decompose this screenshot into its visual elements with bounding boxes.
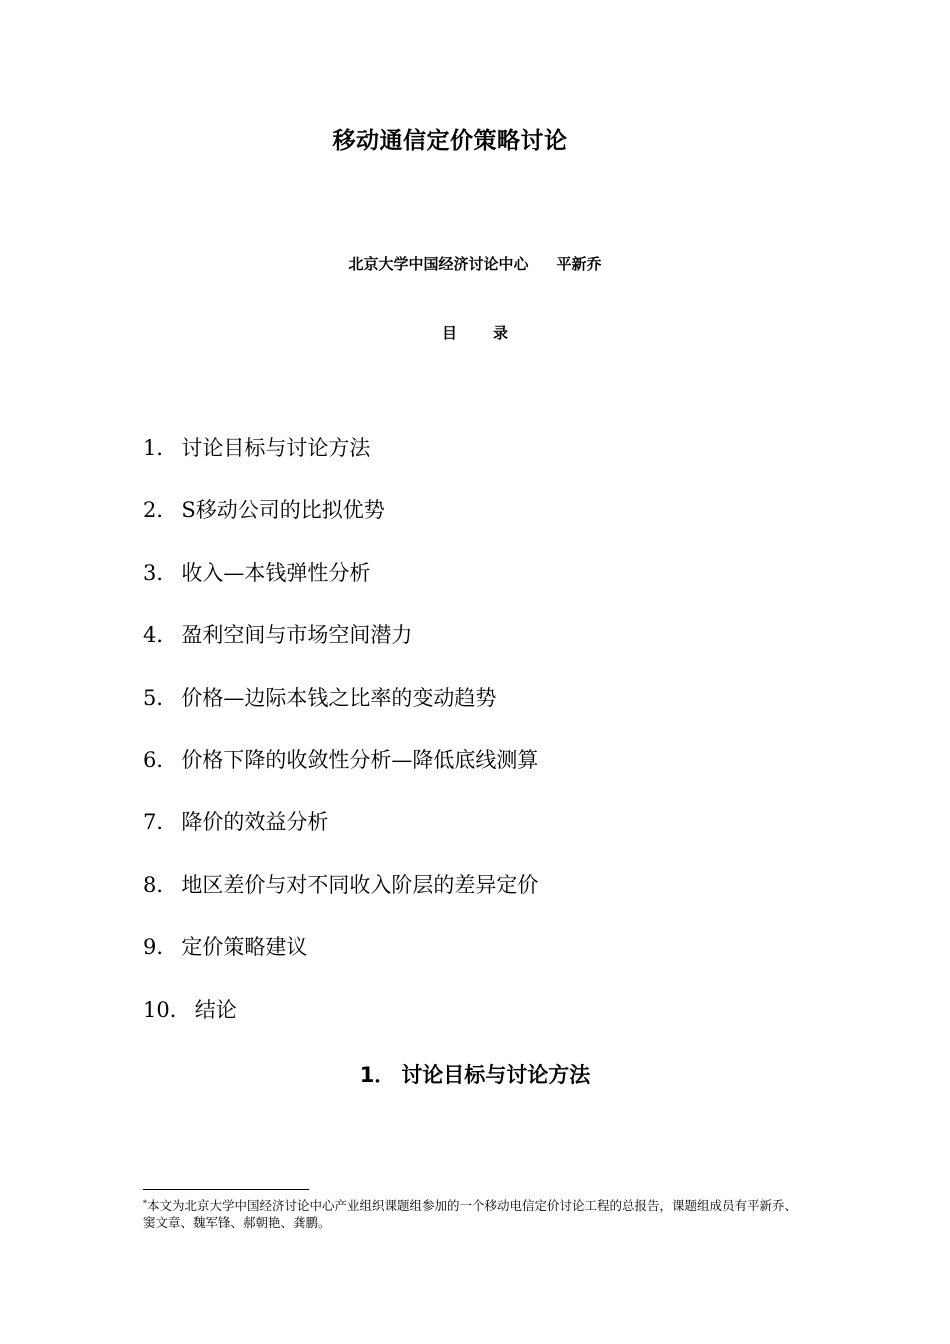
- footnote-text: 本文为北京大学中国经济讨论中心产业组织课题组参加的一个移动电信定价讨论工程的总报告，课题组成员有平新乔、窦文章、魏军锋、郝朝艳、龚鹏。: [143, 1198, 798, 1230]
- toc-item-label: 讨论目标与讨论方法: [181, 436, 371, 460]
- footnote: [143, 1195, 803, 1231]
- toc-item-number: 4．: [143, 623, 178, 648]
- toc-item-label: 降价的效益分析: [181, 810, 329, 835]
- toc-item-label: 收入—本钱弹性分析: [181, 560, 371, 585]
- toc-item: [143, 557, 538, 619]
- table-of-contents: [143, 432, 538, 1056]
- toc-item: [143, 994, 538, 1056]
- toc-item-number: 8．: [143, 872, 178, 897]
- toc-item: [143, 931, 538, 993]
- footnote-mark: *: [143, 1199, 147, 1208]
- toc-item-number: 5．: [143, 685, 178, 710]
- toc-item: [143, 494, 538, 556]
- toc-item-label: 结论: [194, 997, 237, 1022]
- toc-heading: [0, 322, 950, 343]
- toc-item-label: 价格下降的收敛性分析—降低底线测算: [181, 747, 539, 772]
- toc-item-label: 盈利空间与市场空间潜力: [181, 623, 413, 648]
- toc-heading-part-2: 录: [493, 324, 509, 342]
- section-number: 1．: [359, 1063, 396, 1087]
- toc-item-number: 6．: [143, 747, 178, 772]
- toc-item-number: 10．: [143, 997, 191, 1022]
- document-title: 移动通信定价策略讨论: [332, 128, 568, 154]
- toc-item-number: 3．: [143, 560, 178, 585]
- toc-item-label: S移动公司的比拟优势: [181, 498, 385, 523]
- toc-item: [143, 432, 538, 494]
- toc-item-label: 地区差价与对不同收入阶层的差异定价: [181, 872, 539, 897]
- toc-item: [143, 619, 538, 681]
- author-affiliation: 北京大学中国经济讨论中心: [348, 255, 529, 273]
- toc-item: [143, 744, 538, 806]
- toc-item: [143, 806, 538, 868]
- toc-item-number: 2．: [143, 498, 178, 523]
- toc-heading-part-1: 目: [441, 324, 457, 342]
- section-title: 讨论目标与讨论方法: [401, 1063, 591, 1087]
- toc-item-label: 定价策略建议: [181, 935, 308, 960]
- section-heading: [0, 1059, 950, 1089]
- author-name: 平新乔: [556, 255, 602, 273]
- toc-item-label: 价格—边际本钱之比率的变动趋势: [181, 685, 497, 710]
- footnote-divider: [143, 1189, 309, 1190]
- toc-item-number: 7．: [143, 810, 178, 835]
- toc-item: [143, 869, 538, 931]
- toc-item-number: 1．: [143, 436, 178, 460]
- author-line: [0, 253, 950, 274]
- toc-item: [143, 682, 538, 744]
- toc-item-number: 9．: [143, 935, 178, 960]
